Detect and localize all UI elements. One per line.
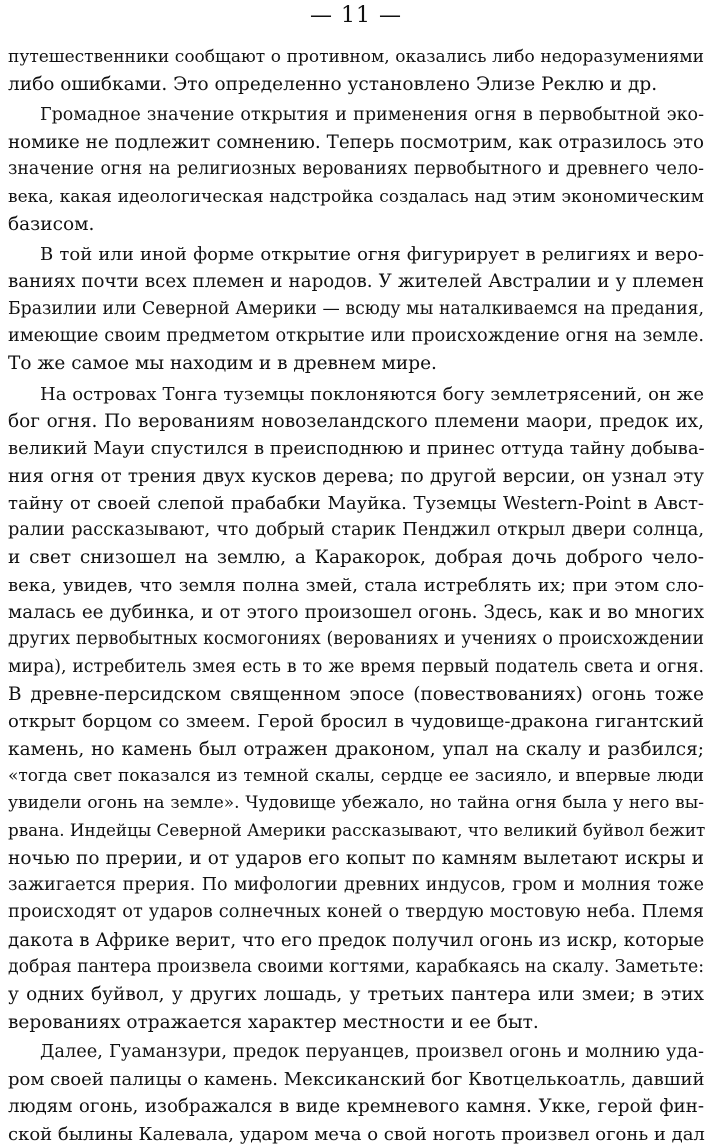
text-line: имеющие своим предметом открытие или происхождение огня на земле.	[8, 326, 704, 346]
text-line: дакота в Африке верит, что его предок получил огонь из искр, которые	[8, 929, 705, 951]
text-line: рвана. Индейцы Северной Америки рассказывают, что великий буйвол бежит	[8, 820, 706, 841]
text-line: ваниях почти всех племен и народов. У жителей Австралии и у племен	[8, 271, 704, 293]
page-number: — 11 —	[310, 3, 402, 28]
text-line: увидели огонь на земле». Чудовище убежало, но тайна огня была у него вы-	[8, 793, 704, 814]
text-line: На островах Тонга туземцы поклоняются богу землетрясений, он же	[40, 383, 704, 405]
text-line: ром своей палицы о камень. Мексиканский бог Квотцелькоатль, давший	[8, 1069, 705, 1091]
text-line: значение огня на религиозных верованиях первобытного и древнего чело-	[8, 159, 704, 180]
text-line: у одних буйвол, у других лошадь, у третьих пантера или змеи; в этих	[8, 984, 704, 1006]
text-line: происходят от ударов солнечных коней о твердую мостовую неба. Племя	[8, 902, 704, 923]
text-line: зажигается прерия. По мифологии древних индусов, гром и молния тоже	[8, 875, 704, 895]
text-line: и свет снизошел на землю, а Каракорок, добрая дочь доброго чело-	[8, 547, 704, 569]
text-line: базисом.	[8, 213, 95, 235]
text-line: мира), истребитель змея есть в то же время первый податель света и огня.	[8, 656, 704, 677]
text-line: верованиях отражается характер местности и ее быт.	[8, 1011, 539, 1033]
text-line: малась ее дубинка, и от этого произошел огонь. Здесь, как и во многих	[8, 602, 704, 623]
text-line: открыт борцом со змеем. Герой бросил в чудовище-дракона гигантский	[8, 711, 704, 733]
text-line: либо ошибками. Это определенно установлено Элизе Реклю и др.	[8, 74, 658, 96]
text-line: камень, но камень был отражен драконом, упал на скалу и разбился;	[8, 738, 704, 760]
text-line: В той или иной форме открытие огня фигурирует в религиях и веро-	[40, 244, 704, 266]
text-line: В древне-персидском священном эпосе (повествованиях) огонь тоже	[8, 683, 704, 705]
text-line: добрая пантера произвела своими когтями, карабкаясь на скалу. Заметьте:	[8, 956, 705, 977]
text-line: «тогда свет показался из темной скалы, сердце ее засияло, и впервые люди	[8, 765, 704, 786]
text-line: Громадное значение открытия и применения огня в первобытной эко-	[40, 104, 704, 125]
text-line: ночью по прерии, и от ударов его копыт по камням вылетают искры и	[8, 847, 704, 869]
text-line: То же самое мы находим и в древнем мире.	[8, 353, 437, 375]
text-line: людям огонь, изображался в виде кремневого камня. Укке, герой фин-	[8, 1096, 704, 1118]
text-line: других первобытных космогониях (верованиях и учениях о происхождении	[8, 629, 704, 650]
text-line: ния огня от трения двух кусков дерева; по другой версии, он узнал эту	[8, 465, 704, 487]
text-line: великий Мауи спустился в преисподнюю и принес оттуда тайну добыва-	[8, 438, 705, 460]
text-line: бог огня. По верованиям новозеландского племени маори, предок их,	[8, 410, 704, 432]
text-line: Бразилии или Северной Америки — всюду мы наталкиваемся на предания,	[8, 298, 704, 319]
text-line: ской былины Калевала, ударом меча о свой ноготь произвел огонь и дал	[8, 1123, 705, 1145]
text-line: тайну от своей слепой прабабки Мауйка. Туземцы Western-Point в Авст-	[8, 492, 704, 514]
text-line: путешественники сообщают о противном, оказались либо недоразумениями	[8, 47, 704, 67]
text-line: века, какая идеологическая надстройка создалась над этим экономическим	[8, 186, 704, 207]
text-line: номике не подлежит сомнению. Теперь посмотрим, как отразилось это	[8, 131, 704, 153]
text-line: Далее, Гуаманзури, предок перуанцев, произвел огонь и молнию уда-	[40, 1041, 704, 1062]
text-line: века, увидев, что земля полна змей, стала истреблять их; при этом сло-	[8, 574, 704, 596]
text-line: ралии рассказывают, что добрый старик Пенджил открыл двери солнца,	[8, 520, 704, 541]
